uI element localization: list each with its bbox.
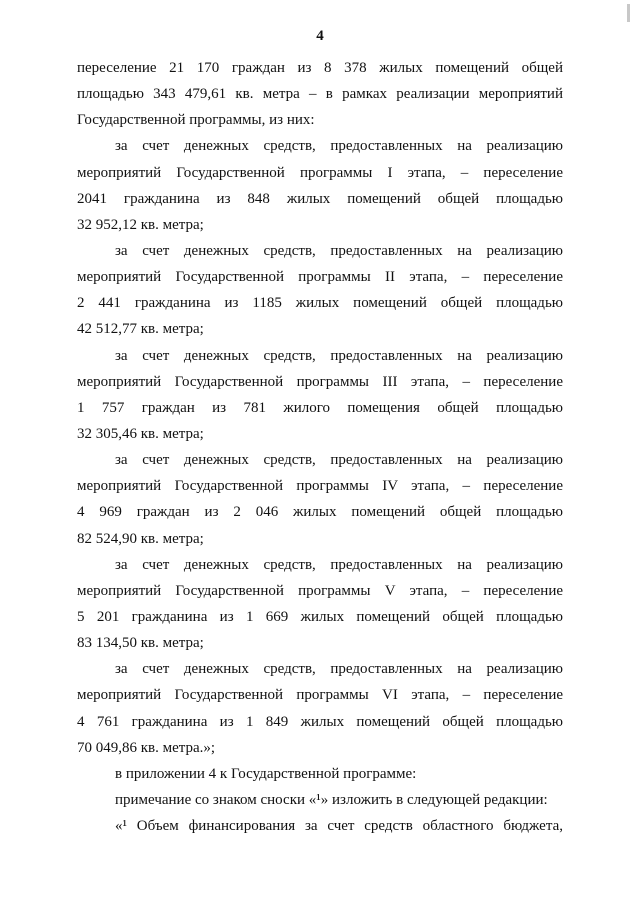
text-line: мероприятий Государственной программы VI этапа, – переселение bbox=[77, 687, 563, 704]
text-line: мероприятий Государственной программы IV этапа, – переселение bbox=[77, 478, 563, 495]
text-line: мероприятий Государственной программы III этапа, – переселение bbox=[77, 373, 563, 390]
text-line: 32 952,12 кв. метра; bbox=[77, 216, 204, 233]
text-line: мероприятий Государственной программы II этапа, – переселение bbox=[77, 269, 563, 286]
text-line: 32 305,46 кв. метра; bbox=[77, 425, 204, 442]
text-line: 5 201 гражданина из 1 669 жилых помещений общей площадью bbox=[77, 608, 563, 625]
text-line: за счет денежных средств, предоставленных на реализацию bbox=[115, 452, 563, 469]
text-line: за счет денежных средств, предоставленных на реализацию bbox=[115, 661, 563, 678]
text-line: 4 761 гражданина из 1 849 жилых помещений общей площадью bbox=[77, 713, 563, 730]
paragraph bbox=[77, 656, 563, 761]
page-number: 4 bbox=[316, 28, 324, 44]
text-line: за счет денежных средств, предоставленных на реализацию bbox=[115, 242, 563, 259]
text-line: за счет денежных средств, предоставленных на реализацию bbox=[115, 347, 563, 364]
paragraph bbox=[77, 813, 563, 839]
text-line: за счет денежных средств, предоставленных на реализацию bbox=[115, 556, 563, 573]
text-line: 2041 гражданина из 848 жилых помещений общей площадью bbox=[77, 190, 563, 207]
text-line: «¹ Объем финансирования за счет средств областного бюджета, bbox=[115, 818, 563, 835]
text-line: 4 969 граждан из 2 046 жилых помещений общей площадью bbox=[77, 504, 563, 521]
paragraph bbox=[77, 133, 563, 238]
paragraph bbox=[77, 447, 563, 552]
text-line: мероприятий Государственной программы I этапа, – переселение bbox=[77, 164, 563, 181]
document-body bbox=[77, 55, 563, 839]
scan-edge-mark bbox=[627, 4, 630, 22]
text-line: 83 134,50 кв. метра; bbox=[77, 635, 204, 652]
text-line: площадью 343 479,61 кв. метра – в рамках реализации мероприятий bbox=[77, 86, 563, 103]
text-line: 2 441 гражданина из 1185 жилых помещений общей площадью bbox=[77, 295, 563, 312]
paragraph bbox=[77, 343, 563, 448]
text-line: мероприятий Государственной программы V этапа, – переселение bbox=[77, 582, 563, 599]
paragraph bbox=[77, 552, 563, 657]
text-line: за счет денежных средств, предоставленных на реализацию bbox=[115, 138, 563, 155]
text-line: 70 049,86 кв. метра.»; bbox=[77, 739, 216, 756]
paragraph bbox=[77, 238, 563, 343]
paragraph bbox=[77, 761, 563, 787]
text-line: Государственной программы, из них: bbox=[77, 112, 315, 129]
text-line: переселение 21 170 граждан из 8 378 жилых помещений общей bbox=[77, 60, 563, 76]
paragraph bbox=[77, 787, 563, 813]
text-line: 1 757 граждан из 781 жилого помещения общей площадью bbox=[77, 399, 563, 416]
text-line: 42 512,77 кв. метра; bbox=[77, 321, 204, 338]
paragraph bbox=[77, 55, 563, 133]
text-line: 82 524,90 кв. метра; bbox=[77, 530, 204, 547]
text-line: в приложении 4 к Государственной программе: bbox=[115, 765, 417, 782]
text-line: примечание со знаком сноски «¹» изложить в следующей редакции: bbox=[115, 791, 548, 808]
